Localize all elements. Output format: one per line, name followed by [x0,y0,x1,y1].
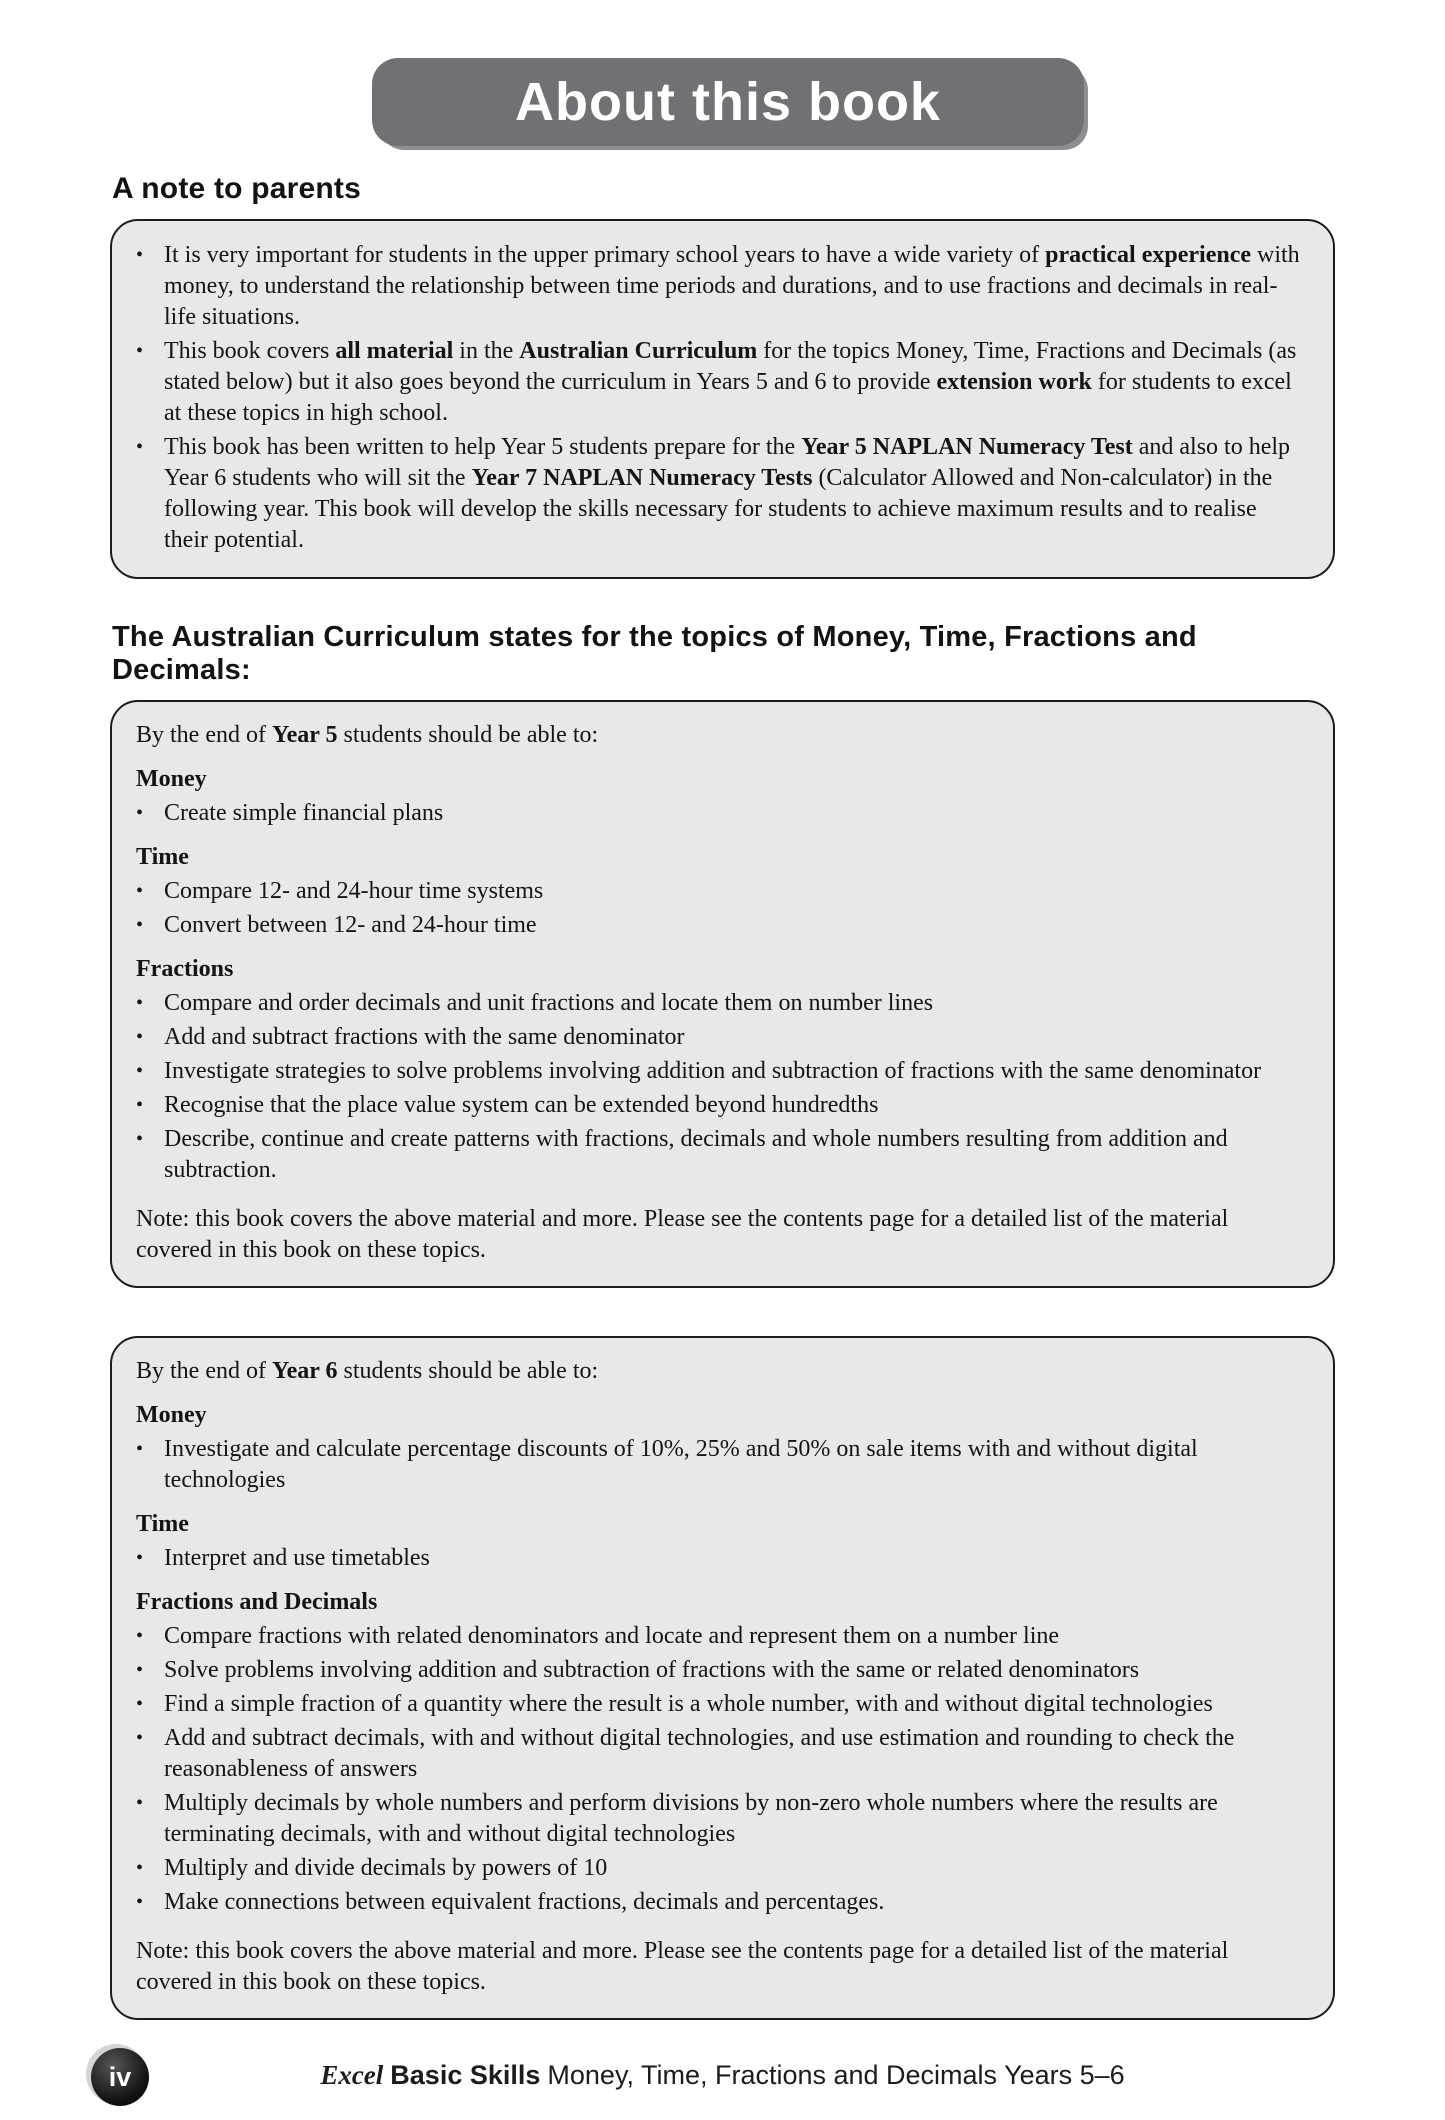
text: for the topics Money, Time, Fractions and Decimals (as stated below) but it also goes beyond the curriculum in Years 5 and 6 to provide [164,338,1297,395]
section-heading: Time [136,1511,189,1537]
text: Make connections between equivalent fractions, decimals and percentages. [164,1889,885,1915]
text: students should be able to: [337,722,599,748]
bullet-item [136,1853,1305,1884]
text: with money, to understand the relationship between time periods and durations, and to use fractions and decimals in real-life situations. [164,242,1300,330]
bullet-item [136,432,1305,556]
text: Multiply decimals by whole numbers and perform divisions by non-zero whole numbers where the results are terminating decimals, with and without digital technologies [164,1790,1218,1847]
page-number: iv [108,2061,132,2092]
year5-intro [136,720,1305,751]
year5-note [136,1204,1305,1266]
bullet-icon: • [136,1547,144,1569]
bullet-text [164,1056,1305,1087]
bullet-text [164,1655,1305,1686]
text: Note: this book covers the above material and more. Please see the contents page for a detailed list of the material covered in this book on these topics. [136,1938,1229,1995]
bold-text: Year 7 NAPLAN Numeracy Tests [471,465,813,491]
text: This book has been written to help Year 5 students prepare for the [164,434,802,460]
section-heading: Money [136,766,207,792]
bullet-text [164,910,1305,941]
footer [110,2048,1335,2120]
bold-text: all material [335,338,454,364]
bullet-icon: • [136,1891,144,1913]
text: Note: this book covers the above material and more. Please see the contents page for a detailed list of the material covered in this book on these topics. [136,1206,1229,1263]
bullet-icon: • [136,1792,144,1814]
bullet-item [136,1723,1305,1785]
page [0,58,1445,2120]
bullet-item [136,988,1305,1019]
bullet-item [136,876,1305,907]
bullet-text [164,1621,1305,1652]
text: Multiply and divide decimals by powers of 10 [164,1855,608,1881]
bullet-icon: • [136,244,144,266]
bullet-text [164,1723,1305,1785]
footer-book-title: Money, Time, Fractions and Decimals Years 5–6 [547,2060,1125,2090]
bullet-icon: • [136,436,144,458]
section-heading: Fractions and Decimals [136,1589,378,1615]
bullet-item [136,1788,1305,1850]
bullet-icon: • [136,802,144,824]
bullet-item [136,336,1305,429]
text: Find a simple fraction of a quantity where the result is a whole number, with and without digital technologies [164,1691,1213,1717]
bullet-item [136,1022,1305,1053]
footer-brand-basic-skills: Basic Skills [390,2060,541,2090]
bullet-item [136,1655,1305,1686]
bullet-text [164,1689,1305,1720]
bullet-item [136,1887,1305,1918]
year6-sections [136,1400,1305,1918]
text: By the end of [136,1358,272,1384]
bullet-text [164,240,1305,333]
bullet-icon: • [136,992,144,1014]
bullet-text [164,1434,1305,1496]
bullet-icon: • [136,1857,144,1879]
text: (Calculator Allowed and Non-calculator) in the following year. This book will develop the skills necessary for students to achieve maximum results and to realise their potential. [164,465,1273,553]
bullet-icon: • [136,914,144,936]
bullet-item [136,1689,1305,1720]
footer-brand-excel: Excel [320,2060,384,2090]
bold-text: Year 5 NAPLAN Numeracy Test [801,434,1133,460]
year6-note [136,1936,1305,1998]
text: Solve problems involving addition and subtraction of fractions with the same or related denominators [164,1657,1140,1683]
text: Create simple financial plans [164,800,444,826]
section-heading: Fractions [136,956,234,982]
parents-note-box [110,219,1335,579]
page-title: About this book [515,72,941,132]
bullet-item [136,1434,1305,1496]
note-to-parents-heading: A note to parents [112,172,361,205]
bullet-item [136,798,1305,829]
section-heading: Time [136,844,189,870]
text: It is very important for students in the upper primary school years to have a wide variety of [164,242,1046,268]
page-number-badge [91,2048,149,2106]
bullet-text [164,1788,1305,1850]
bullet-text [164,1022,1305,1053]
bold-text: practical experience [1045,242,1252,268]
bullet-icon: • [136,1659,144,1681]
bullet-text [164,1853,1305,1884]
bullet-icon: • [136,880,144,902]
text: Investigate strategies to solve problems involving addition and subtraction of fractions with the same denominator [164,1058,1262,1084]
bullet-text [164,1543,1305,1574]
bullet-text [164,876,1305,907]
bullet-icon: • [136,1128,144,1150]
text: Compare fractions with related denominators and locate and represent them on a number line [164,1623,1060,1649]
bullet-icon: • [136,1438,144,1460]
bullet-icon: • [136,1094,144,1116]
parents-note-bullets [136,240,1305,556]
bold-text: Australian Curriculum [519,338,758,364]
text: students should be able to: [337,1358,599,1384]
text: Add and subtract fractions with the same denominator [164,1024,685,1050]
text: in the [453,338,520,364]
text: Describe, continue and create patterns with fractions, decimals and whole numbers resulting from addition and subtraction. [164,1126,1228,1183]
text: Investigate and calculate percentage discounts of 10%, 25% and 50% on sale items with and without digital technologies [164,1436,1198,1493]
year5-curriculum-box [110,700,1335,1288]
bullet-item [136,1124,1305,1186]
curriculum-heading: The Australian Curriculum states for the topics of Money, Time, Fractions and Decimals: [112,621,1197,686]
bullet-item [136,1056,1305,1087]
bullet-item [136,910,1305,941]
text: Add and subtract decimals, with and without digital technologies, and use estimation and rounding to check the reasonableness of answers [164,1725,1235,1782]
bullet-item [136,1621,1305,1652]
text: By the end of [136,722,272,748]
text: Convert between 12- and 24-hour time [164,912,537,938]
bullet-icon: • [136,1060,144,1082]
bullet-item [136,240,1305,333]
text: This book covers [164,338,336,364]
bullet-icon: • [136,1625,144,1647]
text: Compare 12- and 24-hour time systems [164,878,544,904]
text: for students to excel at these topics in high school. [164,369,1292,426]
bullet-item [136,1090,1305,1121]
bullet-text [164,1124,1305,1186]
year6-curriculum-box [110,1336,1335,2020]
page-title-banner [372,58,1084,146]
bold-text: extension work [936,369,1092,395]
bold-text: Year 6 [271,1358,338,1384]
bullet-icon: • [136,1727,144,1749]
bullet-text [164,432,1305,556]
text: Recognise that the place value system can be extended beyond hundredths [164,1092,879,1118]
footer-title [110,2048,1335,2091]
bullet-text [164,988,1305,1019]
text: Compare and order decimals and unit fractions and locate them on number lines [164,990,934,1016]
bold-text: Year 5 [271,722,338,748]
text: Interpret and use timetables [164,1545,430,1571]
bullet-icon: • [136,340,144,362]
bullet-text [164,1887,1305,1918]
bullet-text [164,336,1305,429]
bullet-text [164,1090,1305,1121]
year6-intro [136,1356,1305,1387]
bullet-icon: • [136,1026,144,1048]
bullet-text [164,798,1305,829]
bullet-item [136,1543,1305,1574]
year5-sections [136,764,1305,1186]
text: and also to help Year 6 students who will sit the [164,434,1291,491]
bullet-icon: • [136,1693,144,1715]
section-heading: Money [136,1402,207,1428]
